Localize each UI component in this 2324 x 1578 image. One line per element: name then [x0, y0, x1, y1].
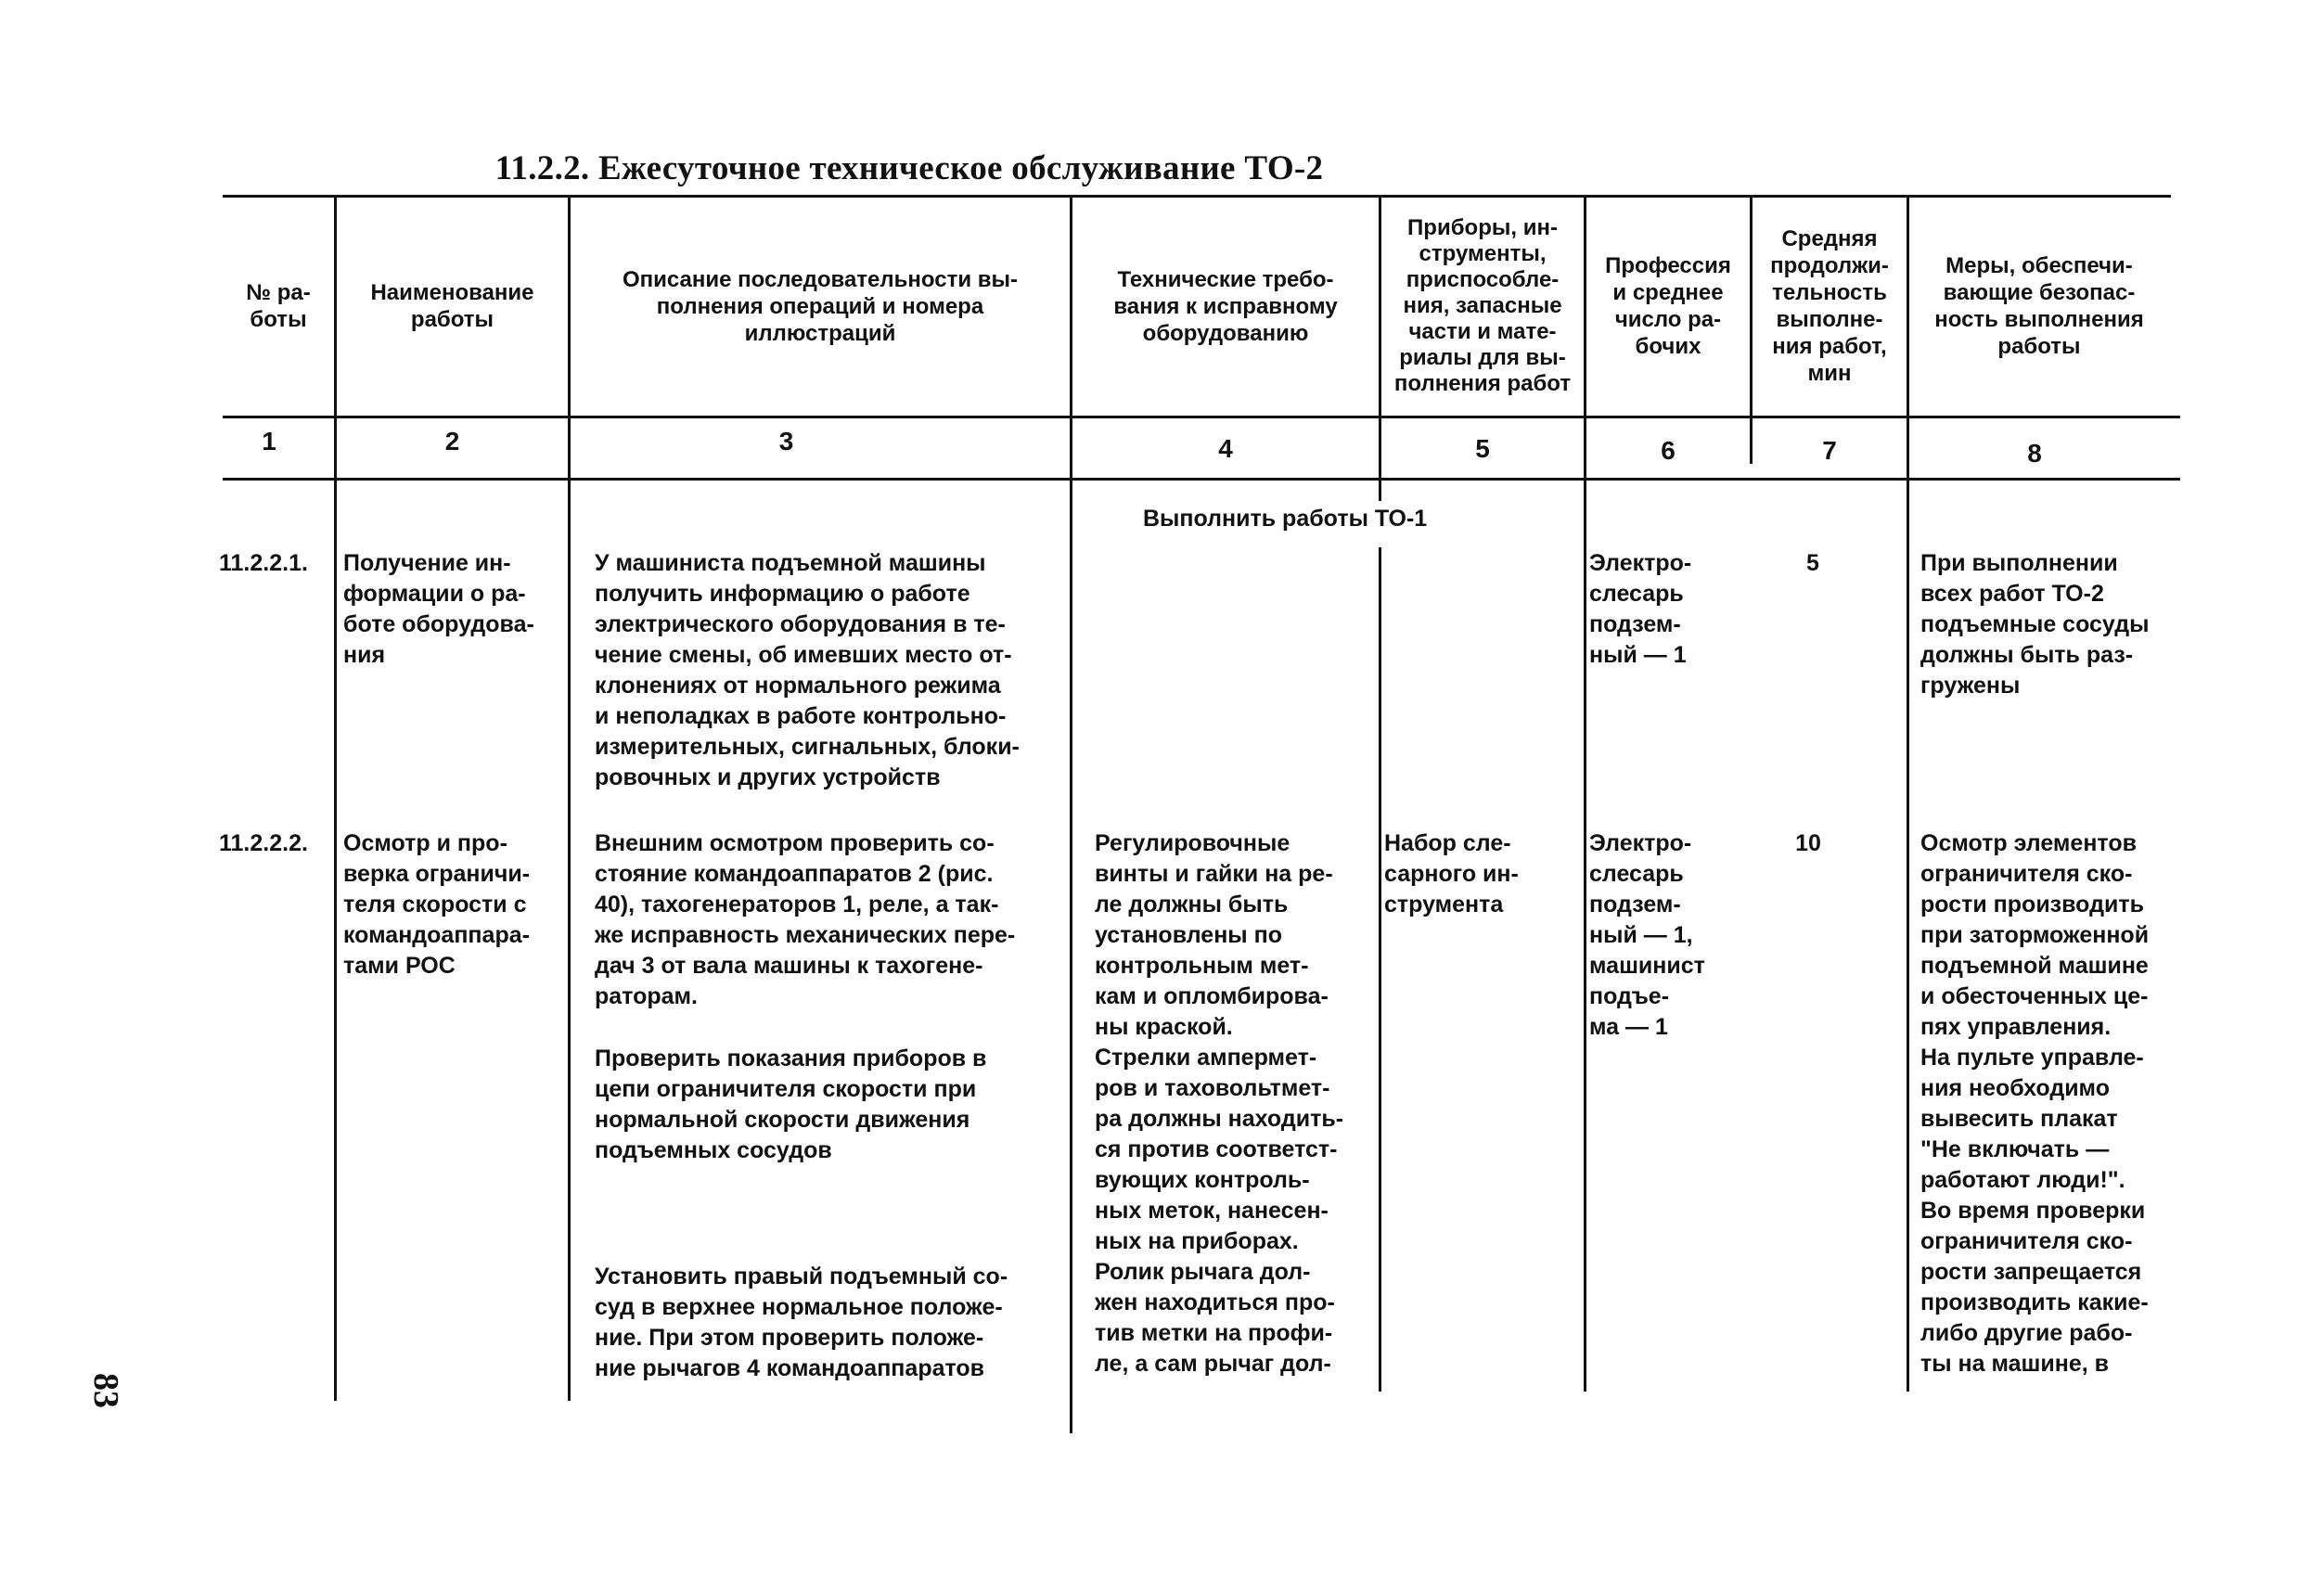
column-number: 7	[1822, 436, 1837, 465]
section-note: Выполнить работы ТО-1	[1143, 506, 1428, 532]
row-2-description-part-2: Проверить показания приборов в цепи ограничителя скорости при нормальной скорости движения подъемных сосудов	[595, 1046, 987, 1163]
row-1-description: У машиниста подъемной машины получить информацию о работе электрического оборудования в те- чение смены, об имевших место от- клонениях от нормального режима и неполадках в работе контрольно- измерительных, сигнальных, блоки- ровочных и других устройств	[595, 550, 1020, 790]
page-number: 83	[86, 1373, 125, 1408]
header-bottom-rule	[223, 416, 2180, 418]
header-duration: Средняя продолжи- тельность выполне- ния работ, мин	[1770, 226, 1889, 386]
page-title: 11.2.2. Ежесуточное техническое обслуживание ТО-2	[494, 149, 1324, 187]
row-2-description-part-1: Внешним осмотром проверить со- стояние командоаппаратов 2 (рис. 40), тахогенераторов 1, реле, а так- же исправность механических пере- дач 3 от вала машины к тахогене- раторам.	[595, 830, 1016, 1009]
row-2-profession: Электро- слесарь подзем- ный — 1, машинист подъе- ма — 1	[1589, 830, 1705, 1040]
row-1-number: 11.2.2.1.	[219, 550, 308, 576]
row-2-description-part-3: Установить правый подъемный со- суд в верхнее нормальное положе- ние. При этом проверить положе- ние рычагов 4 командоаппаратов	[595, 1264, 1008, 1381]
header-work-name: Наименование работы	[370, 280, 534, 332]
column-number: 3	[778, 427, 794, 455]
column-numbers-rule	[223, 478, 2180, 481]
row-2-name: Осмотр и про- верка ограничи- теля скорости с командоаппара- тами РОС	[343, 830, 531, 979]
row-2-safety: Осмотр элементов ограничителя ско- рости производить при заторможенной подъемной машине и обесточенных це- пях управления. На пульте управле- ния необходимо вывесить плакат "Не включать — работают люди!". Во время проверки ограничителя ско- рости запрещается производить какие- либо другие рабо- ты на машине, в	[1920, 830, 2150, 1377]
column-number: 4	[1218, 434, 1233, 463]
header-requirements: Технические требо- вания к исправному оборудованию	[1113, 266, 1338, 346]
column-number: 2	[444, 427, 460, 455]
row-2-requirements: Регулировочные винты и гайки на ре- ле должны быть установлены по контрольным мет- кам и опломбирова- ны краской. Стрелки ампермет- ров и таховольтмет- ра должны находить- ся против соответст- вующих контроль- ных меток, нанесен- ных на приборах. Ролик рычага дол- жен находиться про- тив метки на профи- ле, а сам рычаг дол-	[1095, 830, 1344, 1377]
row-2-number: 11.2.2.2.	[219, 830, 308, 856]
header-description: Описание последовательности вы- полнения операций и номера иллюстраций	[622, 266, 1019, 346]
row-1-duration: 5	[1806, 550, 1819, 576]
row-1-name: Получение ин- формации о ра- боте оборудова- ния	[343, 550, 534, 668]
header-tools: Приборы, ин- струменты, приспособле- ния, запасные части и мате- риалы для вы- полнения работ	[1393, 215, 1572, 396]
column-number: 6	[1661, 436, 1676, 465]
header-safety: Меры, обеспечи- вающие безопас- ность выполнения работы	[1934, 253, 2144, 359]
column-divider	[1379, 547, 1381, 1392]
row-2-tools: Набор сле- сарного ин- струмента	[1384, 830, 1519, 917]
column-number: 1	[262, 427, 276, 455]
header-work-number: № ра- боты	[246, 280, 311, 332]
column-number: 5	[1475, 434, 1490, 463]
row-1-profession: Электро- слесарь подзем- ный — 1	[1589, 550, 1692, 668]
row-2-duration: 10	[1795, 830, 1821, 856]
column-number: 8	[2027, 439, 2042, 468]
table-top-rule	[223, 195, 2171, 198]
header-profession: Профессия и среднее число ра- бочих	[1605, 253, 1731, 359]
row-1-safety: При выполнении всех работ ТО-2 подъемные сосуды должны быть раз- гружены	[1920, 550, 2150, 699]
